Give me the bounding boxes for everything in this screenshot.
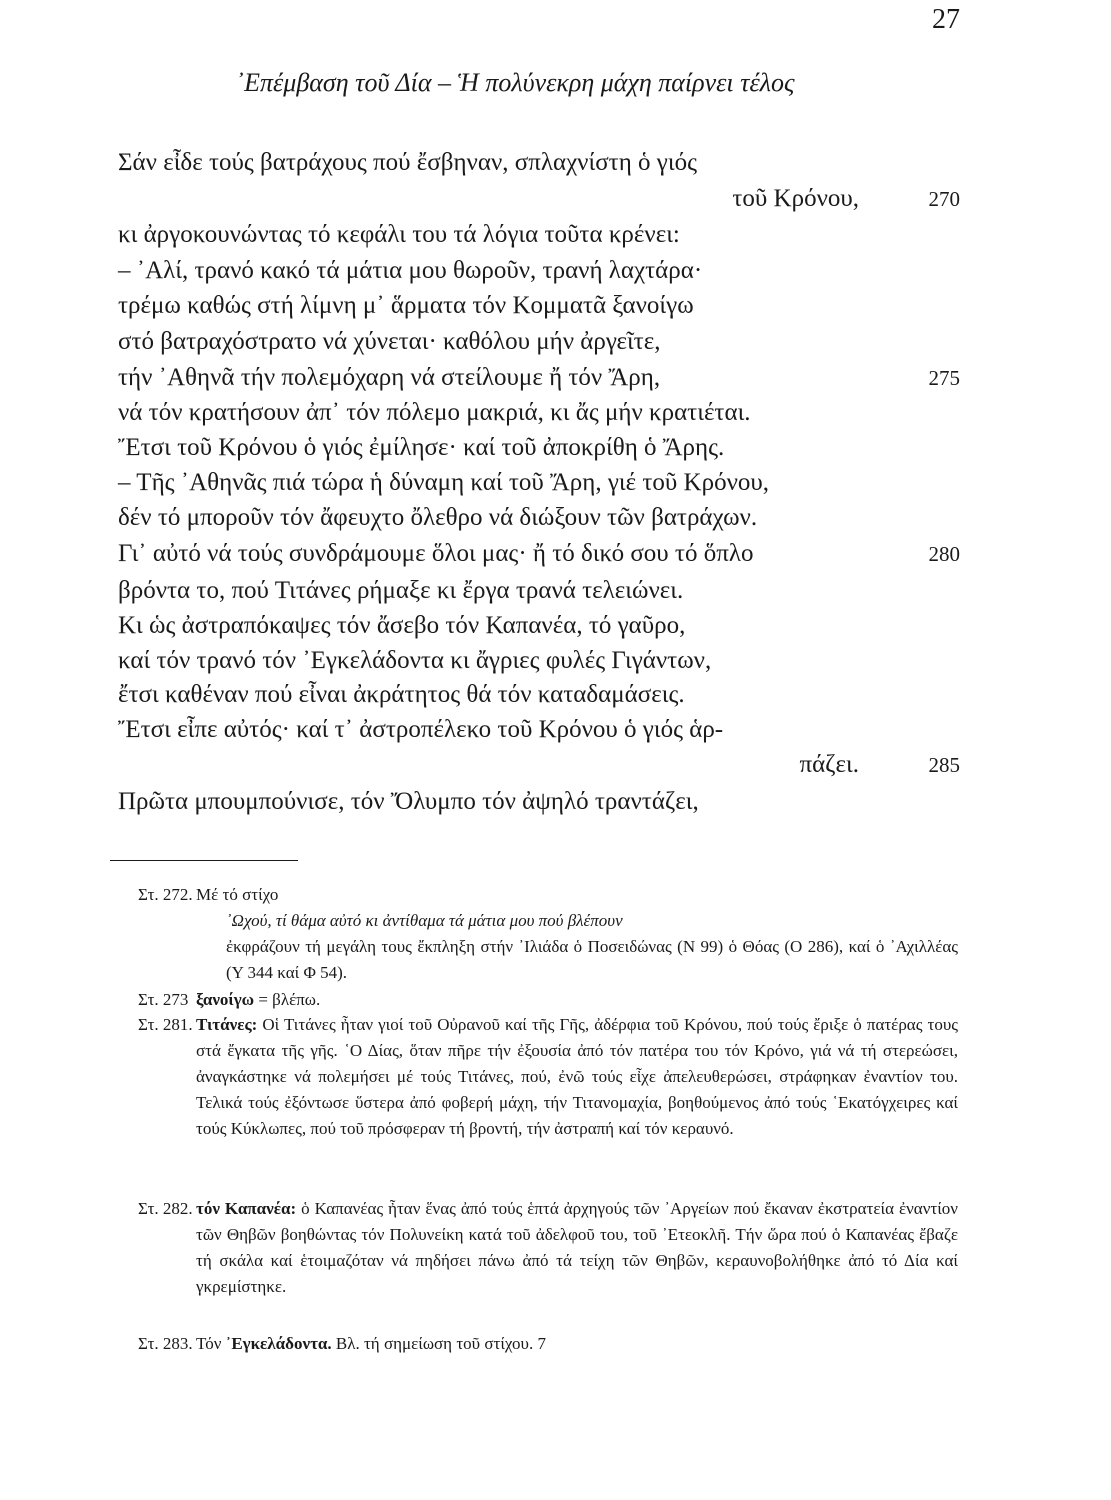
footnote-prefix: Τόν — [196, 1334, 226, 1353]
verse-line — [0, 363, 1111, 393]
verse-text: βρόντα το, πού Τιτάνες ρήμαξε κι ἔργα τρανά τελειώνει. — [118, 577, 684, 604]
verse-line — [0, 503, 1111, 533]
verse-line — [0, 715, 1111, 745]
verse-text: στό βατραχόστρατο νά χύνεται· καθόλου μήν ἀργεῖτε, — [118, 328, 661, 355]
footnote-label: Στ. 282. — [138, 1199, 193, 1218]
footnote-text: ὁ Καπανέας ἦταν ἕνας ἀπό τούς ἑπτά ἀρχηγούς τῶν ᾿Αργείων πού ἔκαναν ἐκστρατεία ἐναντίον τῶν Θηβῶν βοηθώντας τόν Πολυνείκη κατά τοῦ ἀδελφοῦ του, τοῦ ᾿Ετεοκλῆ. Τήν ὥρα πού ὁ Καπανέας ἔβαζε τή σκάλα καί ἑτοιμαζόταν νά πηδήσει πάνω ἀπό τά τείχη τῶν Θηβῶν, κεραυνοβολήθηκε ἀπό τό Δία καί γκρεμίστηκε. — [196, 1199, 958, 1296]
line-number: 280 — [928, 542, 960, 566]
verse-text: δέν τό μποροῦν τόν ἄφευχτο ὄλεθρο νά διώξουν τῶν βατράχων. — [118, 504, 758, 531]
footnote-body — [196, 1331, 958, 1357]
verse-line — [0, 148, 1111, 178]
footnote-text: ἐκφράζουν τή μεγάλη τους ἔκπληξη στήν ᾿Ιλιάδα ὁ Ποσειδώνας (Ν 99) ὁ Θόας (Ο 286), καί ὁ ᾿Αχιλλέας (Υ 344 καί Φ 54). — [226, 937, 958, 982]
footnote-label: Στ. 283. — [138, 1334, 193, 1353]
footnote-term: ξανοίγω — [196, 990, 255, 1009]
verse-line — [0, 398, 1111, 428]
verse-text: – ᾿Αλί, τρανό κακό τά μάτια μου θωροῦν, τρανή λαχτάρα· — [118, 257, 703, 284]
verse-text: Σάν εἶδε τούς βατράχους πού ἔσβηναν, σπλαχνίστη ὁ γιός — [118, 149, 697, 176]
verse-text: κι ἀργοκουνώντας τό κεφάλι του τά λόγια τοῦτα κρένει: — [118, 221, 680, 248]
footnote — [138, 1196, 958, 1300]
footnote-divider — [110, 860, 298, 861]
verse-text: τήν ᾿Αθηνᾶ τήν πολεμόχαρη νά στείλουμε ἤ τόν Ἄρη, — [118, 364, 661, 391]
footnote-body — [196, 1196, 958, 1300]
footnote-label: Στ. 273 — [138, 990, 189, 1009]
footnote-term: ᾿Εγκελάδοντα. — [225, 1334, 332, 1353]
footnote-label: Στ. 281. — [138, 1015, 193, 1034]
verse-line — [0, 680, 1111, 710]
page-number: 27 — [932, 4, 960, 35]
verse-text: καί τόν τρανό τόν ᾿Εγκελάδοντα κι ἄγριες φυλές Γιγάντων, — [118, 647, 712, 674]
footnote-intro: Μέ τό στίχο — [196, 885, 279, 904]
verse-line — [0, 291, 1111, 321]
verse-text: τρέμω καθώς στή λίμνη μ᾿ ἅρματα τόν Κομματᾶ ξανοίγω — [118, 292, 694, 319]
line-number: 275 — [928, 366, 960, 390]
footnote-term: Τιτάνες: — [196, 1015, 258, 1034]
footnote — [138, 1331, 958, 1357]
footnote — [138, 1012, 958, 1142]
footnote-quote: ᾿Ωχού, τί θάμα αὐτό κι ἀντίθαμα τά μάτια μου πού βλέπουν — [226, 911, 623, 930]
footnote — [138, 987, 958, 1013]
verse-line — [0, 256, 1111, 286]
verse-line — [0, 750, 1111, 780]
verse-line — [0, 611, 1111, 641]
footnote-body — [196, 1012, 958, 1142]
line-number: 285 — [928, 753, 960, 777]
verse-line — [0, 468, 1111, 498]
footnote-text: Βλ. τή σημείωση τοῦ στίχου. 7 — [331, 1334, 546, 1353]
verse-line — [0, 576, 1111, 606]
verse-text: πάζει. — [799, 751, 859, 778]
verse-text: – Τῆς ᾿Αθηνᾶς πιά τώρα ἡ δύναμη καί τοῦ Ἄρη, γιέ τοῦ Κρόνου, — [118, 469, 770, 496]
verse-text: Ἔτσι τοῦ Κρόνου ὁ γιός ἐμίλησε· καί τοῦ ἀποκρίθη ὁ Ἄρης. — [118, 434, 725, 461]
footnote — [138, 882, 958, 986]
verse-line — [0, 433, 1111, 463]
verse-text: Κι ὡς ἀστραπόκαψες τόν ἄσεβο τόν Καπανέα, τό γαῦρο, — [118, 612, 686, 639]
chapter-heading: ᾿Επέμβαση τοῦ Δία – Ἡ πολύνεκρη μάχη παίρνει τέλος — [235, 68, 795, 97]
verse-text: νά τόν κρατήσουν ἀπ᾿ τόν πόλεμο μακριά, κι ἄς μήν κρατιέται. — [118, 399, 751, 426]
verse-text: Γι᾿ αὐτό νά τούς συνδράμουμε ὅλοι μας· ἤ τό δικό σου τό ὅπλο — [118, 540, 754, 567]
verse-text: Πρῶτα μπουμπούνισε, τόν Ὄλυμπο τόν ἀψηλό τραντάζει, — [118, 788, 699, 815]
footnote-text: = βλέπω. — [254, 990, 321, 1009]
verse-line — [0, 184, 1111, 214]
line-number: 270 — [928, 187, 960, 211]
footnote-text: Οἱ Τιτάνες ἦταν γιοί τοῦ Οὐρανοῦ καί τῆς Γῆς, ἀδέρφια τοῦ Κρόνου, πού τούς ἔριξε ὁ πατέρας τους στά ἔγκατα τῆς γῆς. ῾Ο Δίας, ὅταν πῆρε τήν ἐξουσία ἀπό τόν πατέρα του τόν Κρόνο, γιά νά τή στερεώσει, ἀναγκάστηκε νά πολεμήσει μέ τούς Τιτάνες, πού, ἐνῶ τούς εἶχε ἀπελευθερώσει, στράφηκαν ἐναντίον του. Τελικά τούς ἐξόντωσε ὕστερα ἀπό φοβερή μάχη, τήν Τιτανομαχία, βοηθούμενος ἀπό τούς ῾Εκατόγχειρες καί τούς Κύκλωπες, πού τοῦ πρόσφεραν τή βροντή, τήν ἀστραπή καί τόν κεραυνό. — [196, 1015, 958, 1138]
verse-line — [0, 220, 1111, 250]
verse-line — [0, 787, 1111, 817]
verse-text: Ἔτσι εἶπε αὐτός· καί τ᾿ ἀστροπέλεκο τοῦ Κρόνου ὁ γιός ἁρ- — [118, 716, 724, 743]
verse-text: ἔτσι καθέναν πού εἶναι ἀκράτητος θά τόν καταδαμάσεις. — [118, 681, 685, 708]
footnote-term: τόν Καπανέα: — [196, 1199, 297, 1218]
footnote-body — [196, 987, 958, 1013]
verse-line — [0, 646, 1111, 676]
verse-line — [0, 539, 1111, 569]
footnote-label: Στ. 272. — [138, 885, 193, 904]
verse-line — [0, 327, 1111, 357]
verse-text: τοῦ Κρόνου, — [732, 185, 859, 212]
